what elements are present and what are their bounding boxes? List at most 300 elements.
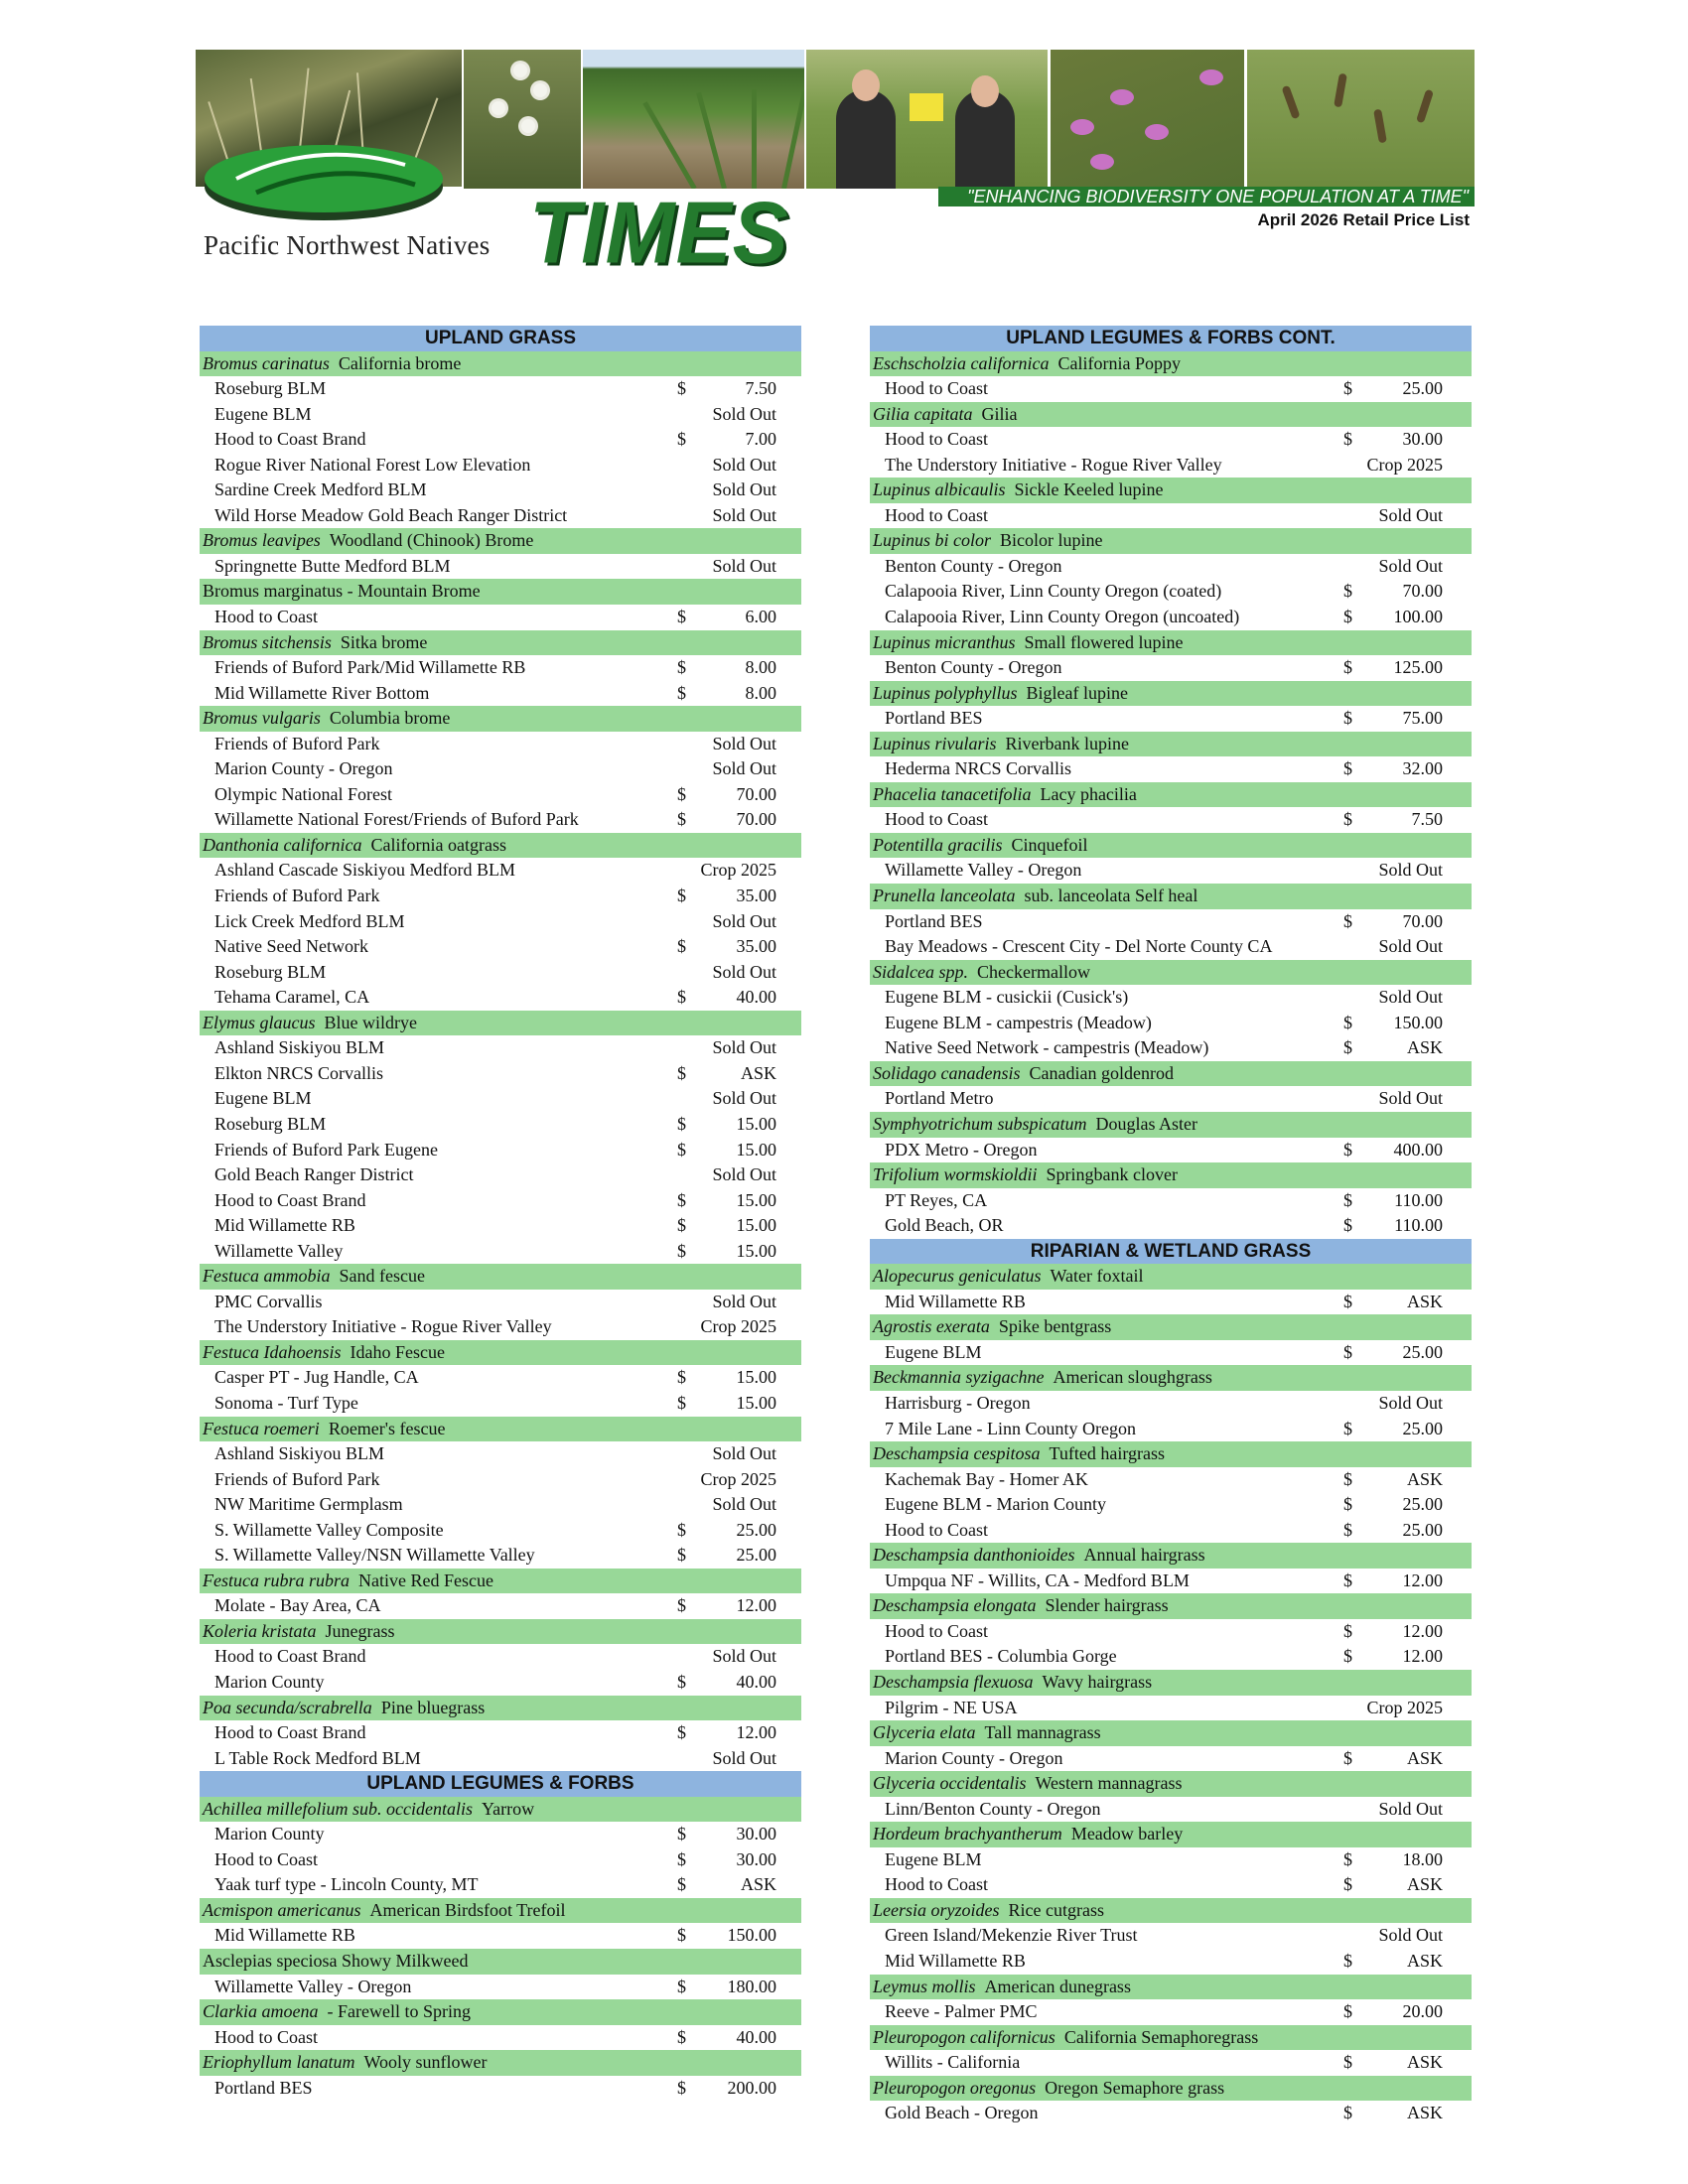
species-row bbox=[870, 833, 1472, 859]
currency-symbol: $ bbox=[677, 783, 686, 804]
seed-source: Sardine Creek Medford BLM bbox=[214, 479, 427, 500]
currency-symbol: $ bbox=[677, 1392, 686, 1413]
availability-status: Sold Out bbox=[1378, 555, 1443, 576]
price-amount: 12.00 bbox=[736, 1722, 776, 1743]
availability-status: Sold Out bbox=[712, 479, 776, 500]
seed-source: Benton County - Oregon bbox=[885, 555, 1062, 576]
price-amount: 25.00 bbox=[736, 1545, 776, 1566]
currency-symbol: $ bbox=[677, 1545, 686, 1566]
price-row bbox=[200, 1441, 801, 1467]
price-amount: 70.00 bbox=[1402, 581, 1443, 602]
price-amount: 150.00 bbox=[1393, 1012, 1443, 1032]
price-row bbox=[200, 2076, 801, 2102]
price-row bbox=[200, 1290, 801, 1315]
price-amount: 30.00 bbox=[1402, 429, 1443, 450]
species-scientific-name: Pleuropogon californicus bbox=[873, 2026, 1055, 2047]
price-row bbox=[870, 1518, 1472, 1544]
price-amount: 18.00 bbox=[1402, 1848, 1443, 1869]
species-row bbox=[870, 351, 1472, 377]
price-amount: 70.00 bbox=[1402, 910, 1443, 931]
species-scientific-name: Danthonia californica bbox=[203, 834, 362, 855]
price-amount: 7.00 bbox=[745, 429, 776, 450]
price-row bbox=[870, 1872, 1472, 1898]
species-scientific-name: Deschampsia flexuosa bbox=[873, 1671, 1034, 1692]
seed-source: Calapooia River, Linn County Oregon (coated) bbox=[885, 581, 1222, 602]
species-scientific-name: Koleria kristata bbox=[203, 1620, 317, 1641]
species-scientific-name: Leymus mollis bbox=[873, 1976, 976, 1996]
currency-symbol: $ bbox=[677, 809, 686, 830]
species-common-name: California oatgrass bbox=[370, 834, 506, 855]
price-row bbox=[870, 858, 1472, 884]
availability-status: Crop 2025 bbox=[700, 1468, 776, 1489]
currency-symbol: $ bbox=[677, 1595, 686, 1616]
seed-source: Portland Metro bbox=[885, 1088, 994, 1109]
price-row bbox=[870, 1213, 1472, 1239]
species-row bbox=[200, 1797, 801, 1823]
price-row bbox=[200, 1467, 801, 1493]
seed-source: Friends of Buford Park bbox=[214, 1468, 380, 1489]
price-amount: ASK bbox=[1406, 1468, 1443, 1489]
species-row bbox=[870, 1441, 1472, 1467]
brand-name: Pacific Northwest Natives bbox=[204, 230, 491, 260]
currency-symbol: $ bbox=[1343, 581, 1352, 602]
price-amount: ASK bbox=[1406, 1747, 1443, 1768]
species-scientific-name: Bromus leavipes bbox=[203, 530, 321, 551]
species-common-name: California brome bbox=[338, 352, 462, 373]
price-row bbox=[200, 1975, 801, 2000]
currency-symbol: $ bbox=[677, 2026, 686, 2047]
seed-source: Eugene BLM - campestris (Meadow) bbox=[885, 1012, 1152, 1032]
seed-source: Calapooia River, Linn County Oregon (uncoated) bbox=[885, 607, 1240, 627]
species-scientific-name: Festuca rubra rubra bbox=[203, 1570, 350, 1590]
price-amount: 8.00 bbox=[745, 682, 776, 703]
species-row bbox=[870, 1061, 1472, 1087]
price-amount: 150.00 bbox=[727, 1925, 776, 1946]
price-row bbox=[870, 1999, 1472, 2025]
price-row bbox=[870, 1188, 1472, 1214]
price-row bbox=[200, 1061, 801, 1087]
species-row bbox=[870, 1543, 1472, 1569]
availability-status: Sold Out bbox=[1378, 860, 1443, 881]
price-row bbox=[200, 478, 801, 503]
species-scientific-name: Deschampsia danthonioides bbox=[873, 1545, 1075, 1566]
species-row bbox=[870, 528, 1472, 554]
seed-source: Friends of Buford Park bbox=[214, 886, 380, 906]
availability-status: Sold Out bbox=[712, 910, 776, 931]
species-row bbox=[870, 2076, 1472, 2102]
currency-symbol: $ bbox=[1343, 1418, 1352, 1438]
price-row bbox=[200, 1518, 801, 1544]
price-amount: 70.00 bbox=[736, 783, 776, 804]
currency-symbol: $ bbox=[677, 1113, 686, 1134]
price-amount: 25.00 bbox=[1402, 1418, 1443, 1438]
currency-symbol: $ bbox=[677, 657, 686, 678]
availability-status: Sold Out bbox=[1378, 1088, 1443, 1109]
species-common-name: Gilia bbox=[981, 403, 1018, 424]
species-common-name: sub. lanceolata Self heal bbox=[1024, 886, 1198, 906]
price-row bbox=[200, 909, 801, 935]
price-amount: 15.00 bbox=[736, 1113, 776, 1134]
price-row bbox=[870, 1086, 1472, 1112]
price-row bbox=[200, 807, 801, 833]
species-row bbox=[870, 782, 1472, 808]
species-common-name: Lacy phacilia bbox=[1040, 783, 1137, 804]
seed-source: Casper PT - Jug Handle, CA bbox=[214, 1367, 419, 1388]
price-amount: 15.00 bbox=[736, 1189, 776, 1210]
currency-symbol: $ bbox=[677, 1671, 686, 1692]
species-common-name: Columbia brome bbox=[329, 708, 451, 729]
currency-symbol: $ bbox=[1343, 1570, 1352, 1590]
seed-source: The Understory Initiative - Rogue River Valley bbox=[214, 1316, 552, 1337]
section-header: UPLAND LEGUMES & FORBS CONT. bbox=[870, 326, 1472, 351]
seed-source: Yaak turf type - Lincoln County, MT bbox=[214, 1874, 479, 1895]
seed-source: L Table Rock Medford BLM bbox=[214, 1747, 421, 1768]
price-row bbox=[200, 1492, 801, 1518]
price-amount: 25.00 bbox=[1402, 1494, 1443, 1515]
species-scientific-name: Leersia oryzoides bbox=[873, 1899, 1000, 1920]
availability-status: Sold Out bbox=[712, 454, 776, 475]
species-scientific-name: Poa secunda/scrabrella bbox=[203, 1697, 372, 1717]
seed-source: Umpqua NF - Willits, CA - Medford BLM bbox=[885, 1570, 1190, 1590]
currency-symbol: $ bbox=[677, 886, 686, 906]
price-row bbox=[200, 1086, 801, 1112]
currency-symbol: $ bbox=[1343, 1747, 1352, 1768]
seed-source: Mid Willamette River Bottom bbox=[214, 682, 430, 703]
currency-symbol: $ bbox=[1343, 657, 1352, 678]
species-scientific-name: Prunella lanceolata bbox=[873, 886, 1016, 906]
seed-source: Hood to Coast Brand bbox=[214, 1189, 366, 1210]
seed-source: 7 Mile Lane - Linn County Oregon bbox=[885, 1418, 1136, 1438]
species-row bbox=[200, 1949, 801, 1975]
species-row bbox=[200, 706, 801, 732]
price-row bbox=[870, 376, 1472, 402]
price-row bbox=[200, 605, 801, 630]
seed-source: Hood to Coast bbox=[885, 429, 989, 450]
species-common-name: Checkermallow bbox=[977, 961, 1090, 982]
seed-source: Kachemak Bay - Homer AK bbox=[885, 1468, 1088, 1489]
page-header bbox=[0, 0, 1688, 298]
seed-source: Eugene BLM bbox=[885, 1848, 982, 1869]
species-common-name: Rice cutgrass bbox=[1008, 1899, 1104, 1920]
seed-source: Friends of Buford Park Eugene bbox=[214, 1139, 438, 1160]
species-scientific-name: Sidalcea spp. bbox=[873, 961, 968, 982]
species-row bbox=[870, 1670, 1472, 1696]
currency-symbol: $ bbox=[1343, 1620, 1352, 1641]
price-amount: 30.00 bbox=[736, 1824, 776, 1844]
logo-icon bbox=[197, 129, 455, 228]
availability-status: Sold Out bbox=[712, 1494, 776, 1515]
price-amount: 8.00 bbox=[745, 657, 776, 678]
species-row bbox=[200, 1999, 801, 2025]
seed-source: Sonoma - Turf Type bbox=[214, 1392, 358, 1413]
price-amount: 35.00 bbox=[736, 886, 776, 906]
species-row bbox=[200, 1696, 801, 1721]
species-row bbox=[870, 478, 1472, 503]
seed-source: The Understory Initiative - Rogue River Valley bbox=[885, 454, 1222, 475]
price-row bbox=[870, 579, 1472, 605]
seed-source: Portland BES bbox=[885, 708, 983, 729]
price-row bbox=[870, 1949, 1472, 1975]
price-row bbox=[200, 1365, 801, 1391]
currency-symbol: $ bbox=[1343, 2103, 1352, 2123]
seed-source: Mid Willamette RB bbox=[885, 1291, 1026, 1311]
species-scientific-name: Lupinus polyphyllus bbox=[873, 682, 1018, 703]
seed-source: Willamette Valley - Oregon bbox=[214, 1976, 412, 1996]
price-list-date: April 2026 Retail Price List bbox=[1257, 210, 1470, 229]
currency-symbol: $ bbox=[1343, 1139, 1352, 1160]
price-row bbox=[870, 1847, 1472, 1873]
price-column-left bbox=[200, 326, 801, 2101]
availability-status: Sold Out bbox=[1378, 936, 1443, 957]
species-row bbox=[870, 1593, 1472, 1619]
availability-status: Crop 2025 bbox=[1366, 1697, 1443, 1717]
price-row bbox=[200, 1035, 801, 1061]
price-amount: ASK bbox=[1406, 1874, 1443, 1895]
price-row bbox=[200, 1746, 801, 1772]
seed-source: PT Reyes, CA bbox=[885, 1189, 988, 1210]
availability-status: Sold Out bbox=[712, 1037, 776, 1058]
species-row bbox=[870, 681, 1472, 707]
currency-symbol: $ bbox=[1343, 910, 1352, 931]
currency-symbol: $ bbox=[1343, 607, 1352, 627]
currency-symbol: $ bbox=[677, 1240, 686, 1261]
currency-symbol: $ bbox=[1343, 1874, 1352, 1895]
price-amount: 30.00 bbox=[736, 1848, 776, 1869]
banner-photo-people bbox=[806, 50, 1048, 189]
price-amount: 180.00 bbox=[727, 1976, 776, 1996]
species-row bbox=[200, 351, 801, 377]
price-amount: 40.00 bbox=[736, 987, 776, 1008]
price-row bbox=[200, 1872, 801, 1898]
species-row bbox=[870, 1720, 1472, 1746]
price-row bbox=[870, 2050, 1472, 2076]
price-amount: 25.00 bbox=[1402, 378, 1443, 399]
seed-source: Eugene BLM bbox=[214, 403, 312, 424]
species-row bbox=[200, 2050, 801, 2076]
price-row bbox=[870, 1797, 1472, 1823]
price-row bbox=[200, 427, 801, 453]
species-scientific-name: Solidago canadensis bbox=[873, 1062, 1021, 1083]
seed-source: Mid Willamette RB bbox=[885, 1951, 1026, 1971]
species-common-name: Junegrass bbox=[325, 1620, 395, 1641]
seed-source: Green Island/Mekenzie River Trust bbox=[885, 1925, 1138, 1946]
price-row bbox=[870, 453, 1472, 478]
currency-symbol: $ bbox=[677, 987, 686, 1008]
species-common-name: Sitka brome bbox=[340, 631, 428, 652]
species-common-name: Cinquefoil bbox=[1011, 834, 1088, 855]
price-row bbox=[200, 985, 801, 1011]
seed-source: Willits - California bbox=[885, 2052, 1021, 2073]
price-amount: ASK bbox=[1406, 2052, 1443, 2073]
price-amount: 35.00 bbox=[736, 936, 776, 957]
currency-symbol: $ bbox=[1343, 1848, 1352, 1869]
price-row bbox=[200, 1644, 801, 1670]
currency-symbol: $ bbox=[1343, 758, 1352, 779]
species-row bbox=[200, 1264, 801, 1290]
price-row bbox=[870, 807, 1472, 833]
seed-source: Willamette National Forest/Friends of Buford Park bbox=[214, 809, 579, 830]
price-row bbox=[870, 1340, 1472, 1366]
species-scientific-name: Festuca Idahoensis bbox=[203, 1341, 342, 1362]
species-scientific-name: Eschscholzia californica bbox=[873, 352, 1050, 373]
seed-source: Ashland Siskiyou BLM bbox=[214, 1443, 385, 1464]
species-scientific-name: Bromus vulgaris bbox=[203, 708, 321, 729]
species-row bbox=[200, 1569, 801, 1594]
price-amount: 125.00 bbox=[1393, 657, 1443, 678]
species-common-name: Wavy hairgrass bbox=[1042, 1671, 1153, 1692]
availability-status: Crop 2025 bbox=[1366, 454, 1443, 475]
price-row bbox=[200, 1923, 801, 1949]
seed-source: Portland BES bbox=[885, 910, 983, 931]
species-common-name: Bigleaf lupine bbox=[1026, 682, 1128, 703]
price-amount: 100.00 bbox=[1393, 607, 1443, 627]
currency-symbol: $ bbox=[677, 2077, 686, 2098]
price-amount: ASK bbox=[1406, 1951, 1443, 1971]
price-amount: 25.00 bbox=[736, 1519, 776, 1540]
price-row bbox=[200, 402, 801, 428]
species-row bbox=[870, 2025, 1472, 2051]
species-common-name: Yarrow bbox=[481, 1798, 535, 1819]
species-scientific-name: Agrostis exerata bbox=[873, 1316, 990, 1337]
species-row bbox=[870, 402, 1472, 428]
species-common-name: Water foxtail bbox=[1050, 1266, 1144, 1287]
price-row bbox=[200, 1391, 801, 1417]
price-row bbox=[870, 1290, 1472, 1315]
currency-symbol: $ bbox=[677, 1139, 686, 1160]
currency-symbol: $ bbox=[677, 429, 686, 450]
species-common-name: Blue wildrye bbox=[324, 1012, 417, 1032]
banner-photo-field bbox=[583, 50, 804, 189]
price-amount: 12.00 bbox=[1402, 1646, 1443, 1667]
currency-symbol: $ bbox=[1343, 1291, 1352, 1311]
price-row bbox=[870, 1035, 1472, 1061]
price-row bbox=[870, 1746, 1472, 1772]
price-row bbox=[200, 1593, 801, 1619]
seed-source: Springnette Butte Medford BLM bbox=[214, 555, 451, 576]
seed-source: Mid Willamette RB bbox=[214, 1215, 355, 1236]
price-row bbox=[870, 985, 1472, 1011]
price-amount: 200.00 bbox=[727, 2077, 776, 2098]
banner-photo-yarrow bbox=[464, 50, 581, 189]
species-scientific-name: Alopecurus geniculatus bbox=[873, 1266, 1042, 1287]
seed-source: Roseburg BLM bbox=[214, 961, 327, 982]
currency-symbol: $ bbox=[677, 682, 686, 703]
species-row bbox=[870, 1822, 1472, 1847]
price-row bbox=[200, 1314, 801, 1340]
availability-status: Sold Out bbox=[712, 1646, 776, 1667]
price-row bbox=[200, 1670, 801, 1696]
species-common-name: Pine bluegrass bbox=[380, 1697, 486, 1717]
seed-source: Portland BES bbox=[214, 2077, 313, 2098]
species-common-name: Asclepias speciosa Showy Milkweed bbox=[203, 1951, 469, 1971]
seed-source: Bay Meadows - Crescent City - Del Norte County CA bbox=[885, 936, 1273, 957]
species-common-name: American Birdsfoot Trefoil bbox=[369, 1899, 566, 1920]
species-common-name: California Poppy bbox=[1057, 352, 1181, 373]
currency-symbol: $ bbox=[1343, 2001, 1352, 2022]
seed-source: Gold Beach - Oregon bbox=[885, 2103, 1039, 2123]
availability-status: Sold Out bbox=[712, 1443, 776, 1464]
seed-source: Mid Willamette RB bbox=[214, 1925, 355, 1946]
species-common-name: Douglas Aster bbox=[1095, 1113, 1197, 1134]
price-amount: 12.00 bbox=[1402, 1570, 1443, 1590]
seed-source: PMC Corvallis bbox=[214, 1291, 323, 1311]
price-row bbox=[200, 681, 801, 707]
price-row bbox=[200, 732, 801, 757]
newsletter-title: TIMES bbox=[529, 183, 789, 282]
price-amount: 7.50 bbox=[1411, 809, 1443, 830]
price-row bbox=[200, 934, 801, 960]
availability-status: Sold Out bbox=[712, 961, 776, 982]
price-row bbox=[870, 503, 1472, 529]
species-common-name: American sloughgrass bbox=[1053, 1367, 1212, 1388]
species-row bbox=[870, 732, 1472, 757]
seed-source: Gold Beach, OR bbox=[885, 1215, 1004, 1236]
seed-source: Molate - Bay Area, CA bbox=[214, 1595, 381, 1616]
price-row bbox=[200, 960, 801, 986]
price-amount: 40.00 bbox=[736, 2026, 776, 2047]
seed-source: Eugene BLM bbox=[214, 1088, 312, 1109]
price-row bbox=[870, 1391, 1472, 1417]
currency-symbol: $ bbox=[1343, 1951, 1352, 1971]
species-common-name: Slender hairgrass bbox=[1045, 1595, 1169, 1616]
price-row bbox=[870, 1011, 1472, 1036]
price-row bbox=[870, 756, 1472, 782]
seed-source: Friends of Buford Park/Mid Willamette RB bbox=[214, 657, 526, 678]
price-amount: 75.00 bbox=[1402, 708, 1443, 729]
seed-source: Pilgrim - NE USA bbox=[885, 1697, 1018, 1717]
species-scientific-name: Glyceria elata bbox=[873, 1722, 976, 1743]
species-common-name: Western mannagrass bbox=[1035, 1773, 1183, 1794]
price-column-right bbox=[870, 326, 1472, 2126]
seed-source: S. Willamette Valley/NSN Willamette Valley bbox=[214, 1545, 535, 1566]
section-header: RIPARIAN & WETLAND GRASS bbox=[870, 1239, 1472, 1265]
seed-source: Native Seed Network bbox=[214, 936, 368, 957]
price-amount: 12.00 bbox=[1402, 1620, 1443, 1641]
species-scientific-name: Deschampsia elongata bbox=[873, 1595, 1037, 1616]
species-common-name: Roemer's fescue bbox=[328, 1418, 446, 1438]
currency-symbol: $ bbox=[1343, 1341, 1352, 1362]
price-amount: 15.00 bbox=[736, 1215, 776, 1236]
species-common-name: Small flowered lupine bbox=[1024, 631, 1184, 652]
currency-symbol: $ bbox=[1343, 429, 1352, 450]
price-amount: 70.00 bbox=[736, 809, 776, 830]
section-header: UPLAND LEGUMES & FORBS bbox=[200, 1771, 801, 1797]
species-scientific-name: Lupinus rivularis bbox=[873, 733, 997, 753]
seed-source: Tehama Caramel, CA bbox=[214, 987, 370, 1008]
species-row bbox=[870, 884, 1472, 909]
availability-status: Sold Out bbox=[712, 733, 776, 753]
species-common-name: Meadow barley bbox=[1070, 1824, 1184, 1844]
currency-symbol: $ bbox=[677, 607, 686, 627]
species-common-name: Bicolor lupine bbox=[1000, 530, 1103, 551]
currency-symbol: $ bbox=[1343, 1037, 1352, 1058]
seed-source: Marion County - Oregon bbox=[214, 758, 393, 779]
seed-source: Hood to Coast Brand bbox=[214, 429, 366, 450]
species-common-name: Tall mannagrass bbox=[984, 1722, 1101, 1743]
seed-source: Willamette Valley - Oregon bbox=[885, 860, 1082, 881]
seed-source: Eugene BLM - Marion County bbox=[885, 1494, 1106, 1515]
seed-source: Willamette Valley bbox=[214, 1240, 344, 1261]
seed-source: Hood to Coast bbox=[885, 378, 989, 399]
price-amount: 110.00 bbox=[1394, 1215, 1443, 1236]
seed-source: Olympic National Forest bbox=[214, 783, 392, 804]
species-common-name: Riverbank lupine bbox=[1005, 733, 1130, 753]
price-row bbox=[870, 554, 1472, 580]
price-row bbox=[200, 1822, 801, 1847]
price-row bbox=[200, 503, 801, 529]
species-common-name: Sand fescue bbox=[339, 1266, 425, 1287]
price-row bbox=[200, 554, 801, 580]
